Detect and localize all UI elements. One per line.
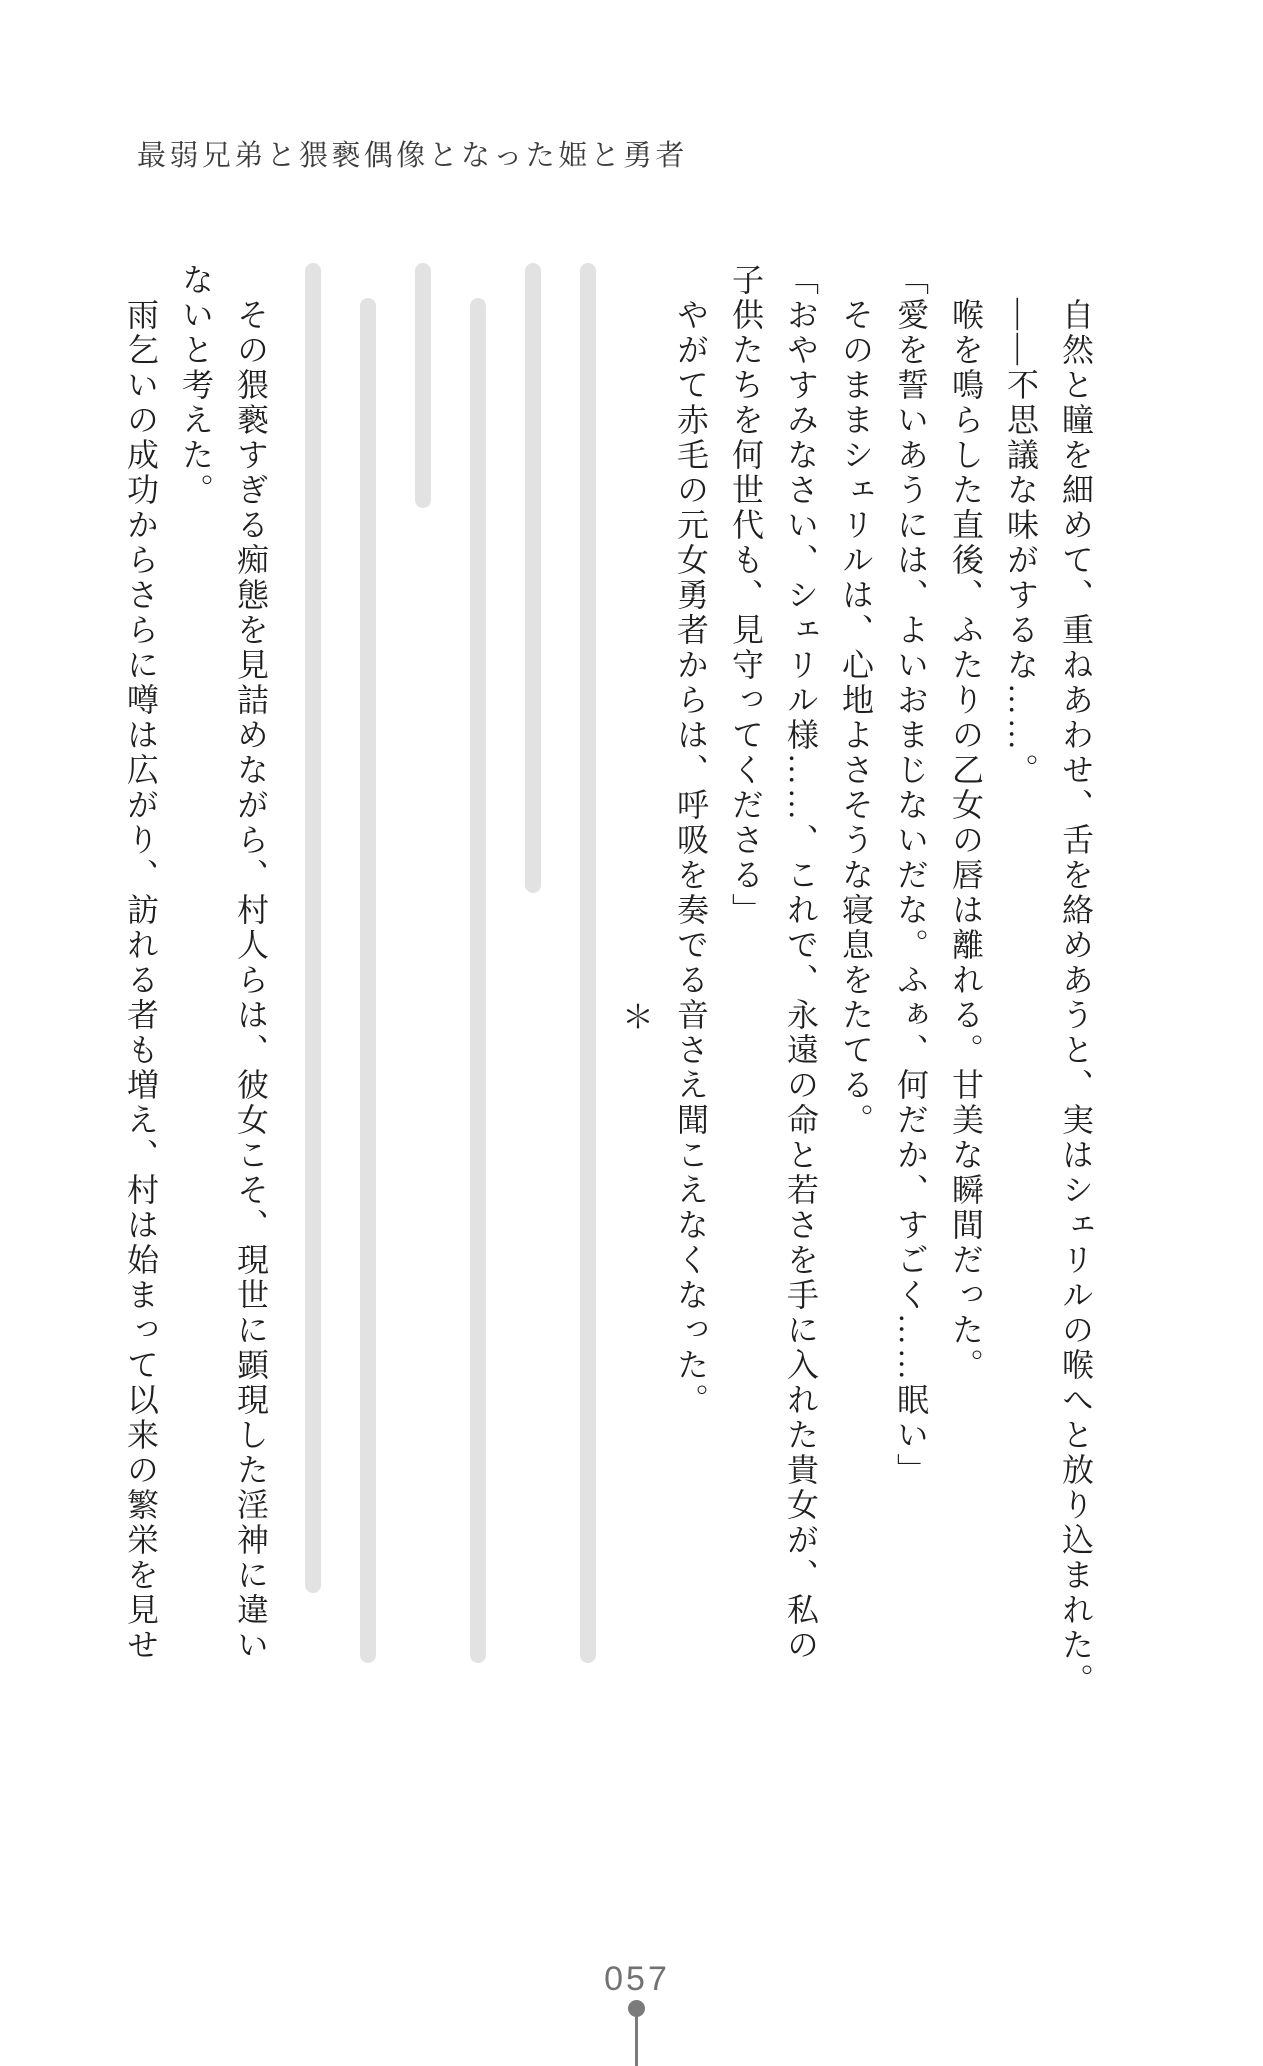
redaction-bar	[525, 263, 541, 893]
text-column: 子供たちを何世代も、見守ってくださる」	[728, 263, 764, 928]
redaction-bar	[360, 298, 376, 1663]
vertical-text-block	[113, 263, 1103, 1713]
text-column: ――不思議な味がするな……。	[1003, 298, 1039, 788]
text-column: 雨乞いの成功からさらに噂は広がり、訪れる者も増え、村は始まって以来の繁栄を見せ	[123, 298, 159, 1663]
text-column: 自然と瞳を細めて、重ねあわせ、舌を絡めあうと、実はシェリルの喉へと放り込まれた。	[1058, 298, 1094, 1698]
redaction-bar	[305, 263, 321, 1593]
redacted-text-column	[443, 263, 498, 1713]
footer-stem-line	[635, 2014, 638, 2066]
redacted-text-column	[498, 263, 553, 1713]
text-column: 「愛を誓いあうには、よいおまじないだな。ふぁ、何だか、すごく……眠い」	[893, 263, 929, 1488]
running-head-title: 最弱兄弟と猥褻偶像となった姫と勇者	[137, 140, 688, 172]
text-column: やがて赤毛の元女勇者からは、呼吸を奏でる音さえ聞こえなくなった。	[673, 298, 709, 1418]
redacted-text-column	[553, 263, 608, 1713]
redacted-text-column	[333, 263, 388, 1713]
redaction-bar	[580, 263, 596, 1663]
section-divider-asterisk: ＊	[618, 1000, 654, 1035]
text-column: そのままシェリルは、心地よさそうな寝息をたてる。	[838, 298, 874, 1138]
text-column: その猥褻すぎる痴態を見詰めながら、村人らは、彼女こそ、現世に顕現した淫神に違い	[233, 298, 269, 1663]
redacted-text-column	[278, 263, 333, 1713]
text-column: 喉を鳴らした直後、ふたりの乙女の唇は離れる。甘美な瞬間だった。	[948, 298, 984, 1383]
redaction-bar	[470, 298, 486, 1663]
page-number: 057	[604, 1960, 670, 1998]
redacted-text-column	[388, 263, 443, 1713]
text-column: ないと考えた。	[178, 263, 214, 508]
redaction-bar	[415, 263, 431, 508]
text-column: 「おやすみなさい、シェリル様……、これで、永遠の命と若さを手に入れた貴女が、私の	[783, 263, 819, 1663]
